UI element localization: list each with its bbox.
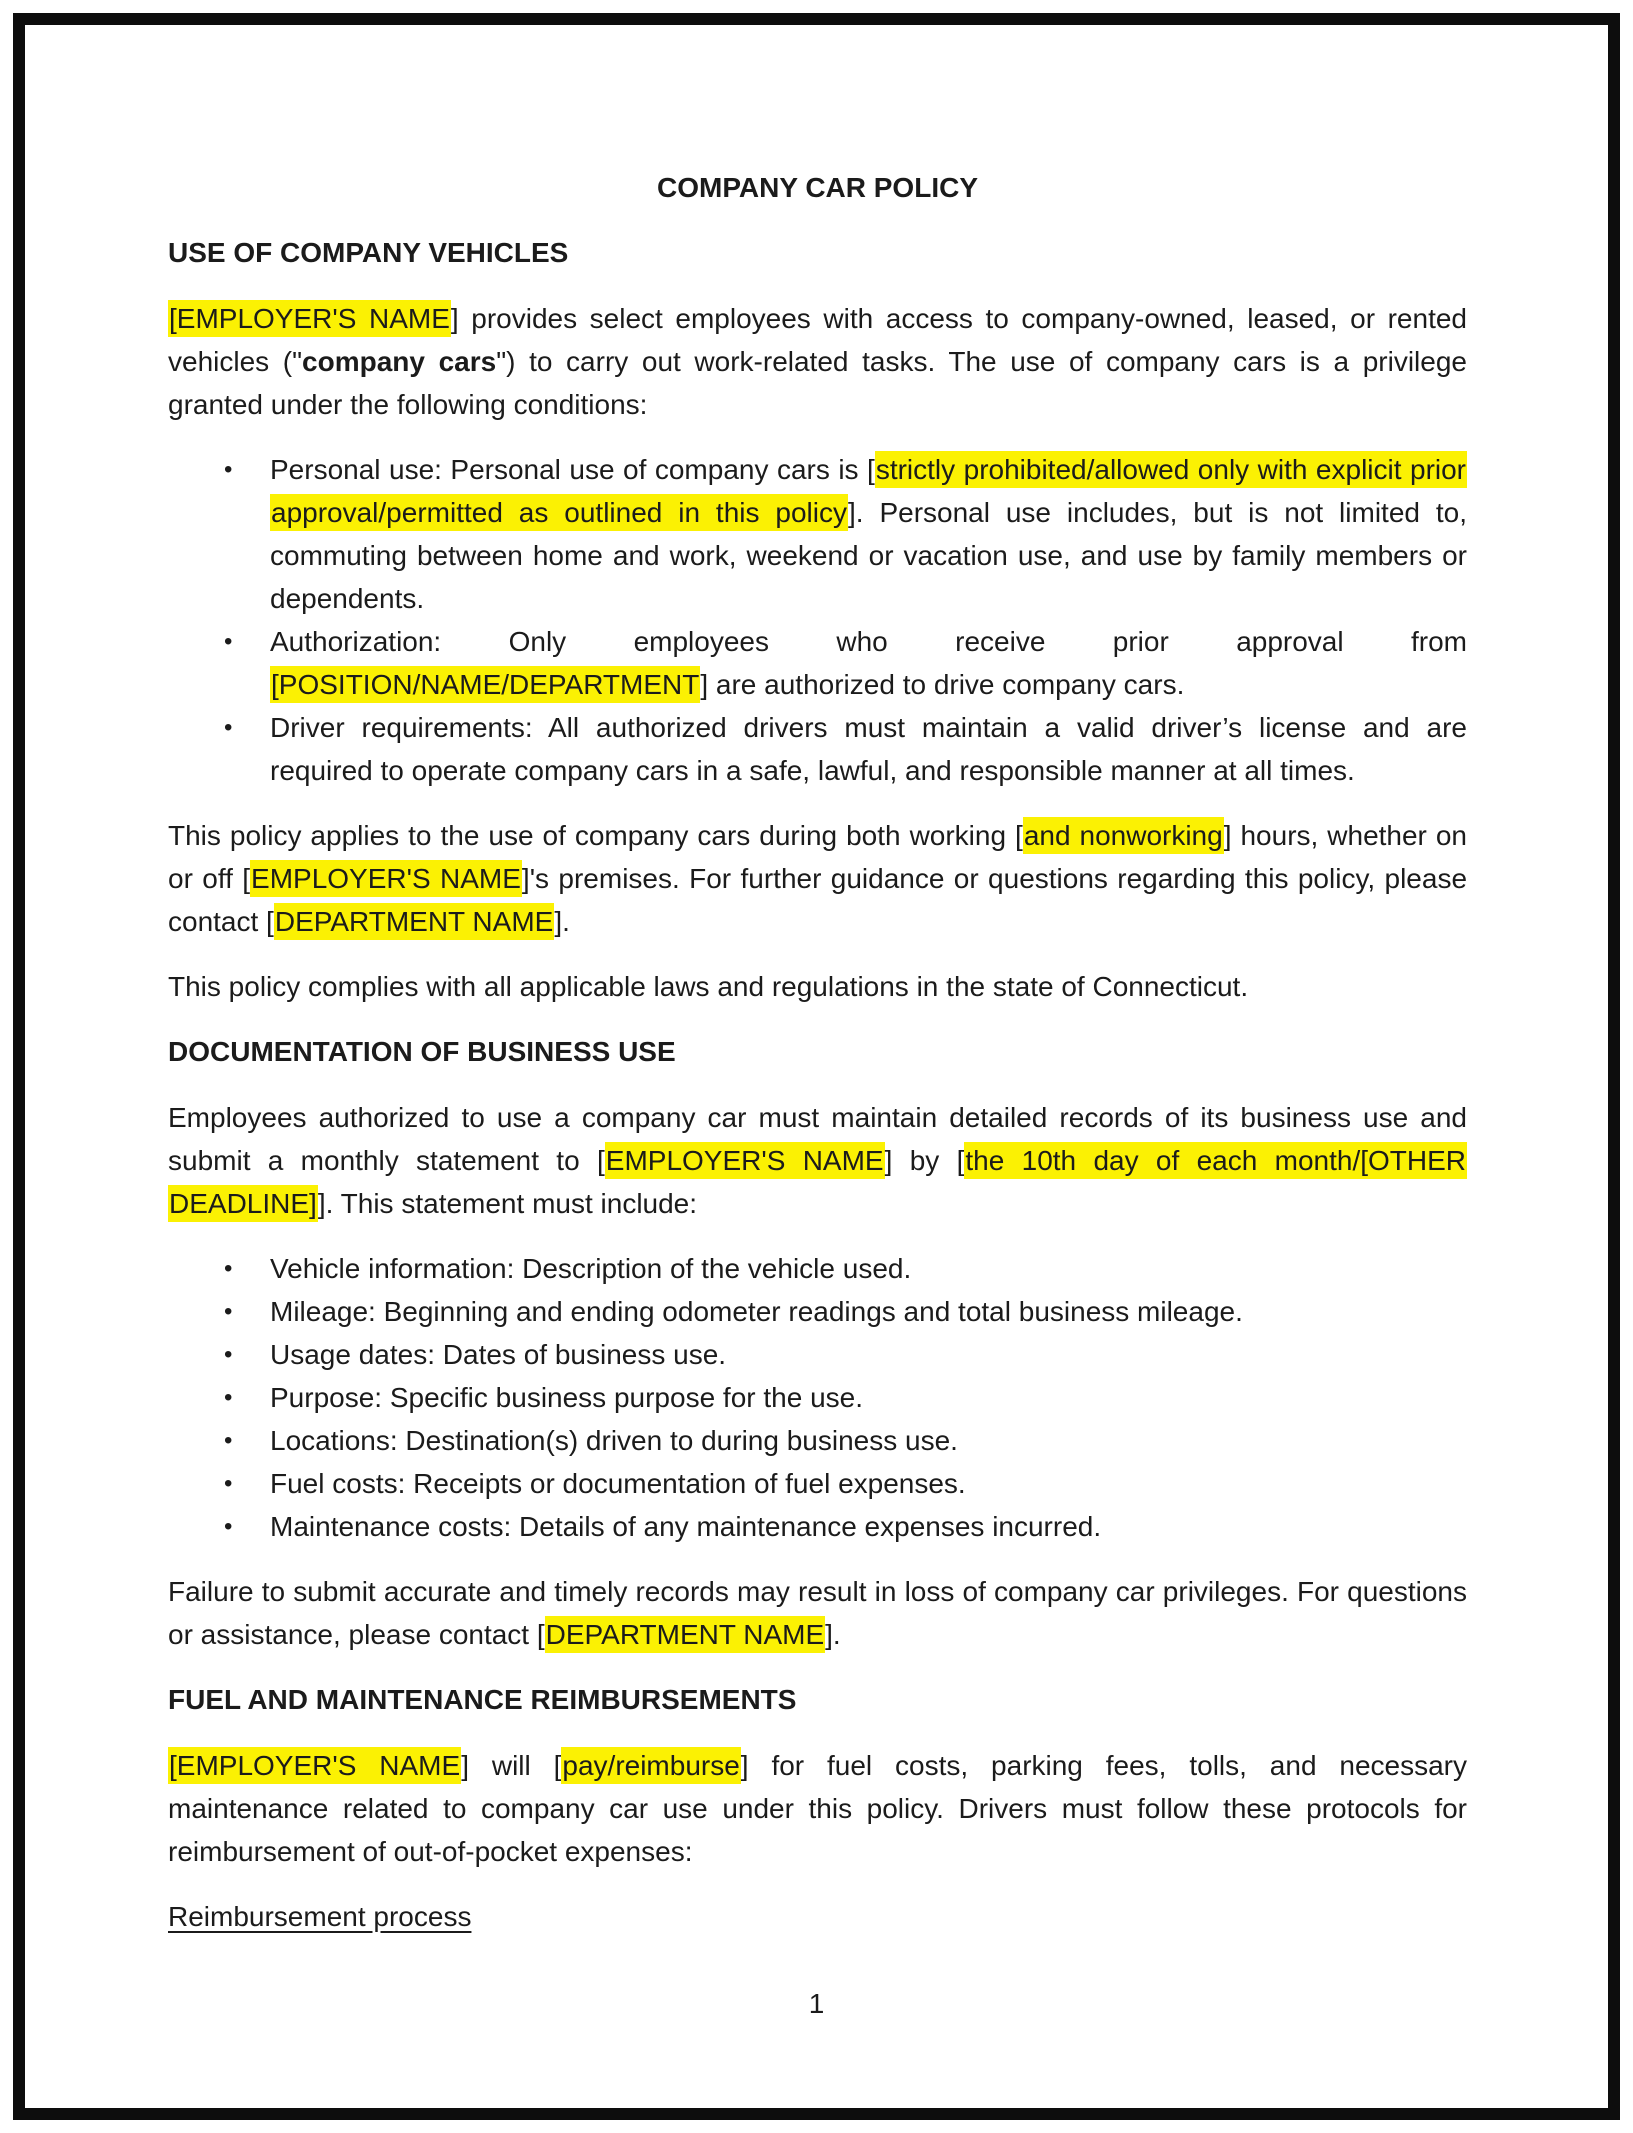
text-run: ] by [ bbox=[884, 1145, 965, 1176]
text-run: Reimbursement process bbox=[168, 1901, 472, 1932]
placeholder-highlight: DEPARTMENT NAME bbox=[545, 1616, 825, 1653]
text-run: Mileage: Beginning and ending odometer readings and total business mileage. bbox=[270, 1296, 1243, 1327]
text-run: ] are authorized to drive company cars. bbox=[700, 669, 1185, 700]
bullet-item bbox=[168, 1290, 1467, 1333]
text-run: Usage dates: Dates of business use. bbox=[270, 1339, 727, 1370]
paragraph bbox=[168, 1744, 1467, 1873]
section-heading: USE OF COMPANY VEHICLES bbox=[168, 237, 569, 268]
text-run: Failure to submit accurate and timely records may result in loss of company car privileges. For questions or assistance, please contact [ bbox=[168, 1576, 1467, 1650]
document-body bbox=[168, 231, 1467, 1938]
paragraph bbox=[168, 1096, 1467, 1225]
placeholder-highlight: strictly prohibited/allowed only with explicit prior approval/permitted as outlined in this policy bbox=[270, 451, 1467, 531]
text-run: ") to carry out work-related tasks. The use of company cars is a privilege granted under the following conditions: bbox=[168, 346, 1467, 420]
bullet-icon: • bbox=[224, 1427, 233, 1454]
bullet-item bbox=[168, 1462, 1467, 1505]
bullet-icon: • bbox=[224, 714, 233, 741]
text-run: ]. bbox=[554, 906, 570, 937]
bullet-icon: • bbox=[224, 628, 233, 655]
bullet-list bbox=[168, 448, 1467, 792]
text-run: Vehicle information: Description of the vehicle used. bbox=[270, 1253, 912, 1284]
bullet-item bbox=[168, 448, 1467, 620]
text-run: ] provides select employees with access to company-owned, leased, or rented vehicles (" bbox=[168, 303, 1467, 377]
placeholder-highlight: [EMPLOYER'S NAME bbox=[168, 300, 451, 337]
text-run: Maintenance costs: Details of any maintenance expenses incurred. bbox=[270, 1511, 1102, 1542]
placeholder-highlight: EMPLOYER'S NAME bbox=[605, 1142, 885, 1179]
placeholder-highlight: the 10th day of each month/[OTHER DEADLINE] bbox=[168, 1142, 1467, 1222]
placeholder-highlight: pay/reimburse bbox=[561, 1747, 740, 1784]
text-run: ]'s premises. For further guidance or questions regarding this policy, please contact [ bbox=[168, 863, 1468, 937]
bullet-icon: • bbox=[224, 1341, 233, 1368]
placeholder-highlight: EMPLOYER'S NAME bbox=[250, 860, 522, 897]
paragraph bbox=[168, 965, 1467, 1008]
paragraph bbox=[168, 814, 1467, 943]
bullet-icon: • bbox=[224, 1470, 233, 1497]
bullet-item bbox=[168, 1333, 1467, 1376]
bullet-icon: • bbox=[224, 1384, 233, 1411]
document-content bbox=[168, 166, 1467, 1960]
text-run: ]. This statement must include: bbox=[317, 1188, 698, 1219]
text-run: ]. bbox=[825, 1619, 841, 1650]
text-run: Personal use: Personal use of company cars is [ bbox=[270, 454, 875, 485]
bullet-item bbox=[168, 1247, 1467, 1290]
text-run: Employees authorized to use a company car must maintain detailed records of its business use and submit a monthly statement to [ bbox=[168, 1102, 1467, 1176]
bullet-item bbox=[168, 1419, 1467, 1462]
placeholder-highlight: [POSITION/NAME/DEPARTMENT bbox=[270, 666, 700, 703]
text-run: Authorization: Only employees who receive prior approval from bbox=[270, 626, 1467, 657]
bullet-icon: • bbox=[224, 1255, 233, 1282]
placeholder-highlight: DEPARTMENT NAME bbox=[274, 903, 554, 940]
bullet-icon: • bbox=[224, 456, 233, 483]
bullet-item bbox=[168, 1505, 1467, 1548]
text-run: ] for fuel costs, parking fees, tolls, and necessary maintenance related to company car use under this policy. Drivers must follow these protocols for reimbursement of out-of-pocket expenses: bbox=[168, 1750, 1468, 1867]
bullet-item bbox=[168, 1376, 1467, 1419]
paragraph bbox=[168, 297, 1467, 426]
text-run: This policy complies with all applicable laws and regulations in the state of Connecticut. bbox=[168, 971, 1249, 1002]
text-run: Locations: Destination(s) driven to during business use. bbox=[270, 1425, 958, 1456]
paragraph bbox=[168, 1570, 1467, 1656]
text-run: This policy applies to the use of company cars during both working [ bbox=[168, 820, 1023, 851]
text-run: Driver requirements: All authorized drivers must maintain a valid driver’s license and are required to operate company cars in a safe, lawful, and responsible manner at all times. bbox=[270, 712, 1467, 786]
text-run: company cars bbox=[302, 346, 497, 377]
bullet-icon: • bbox=[224, 1513, 233, 1540]
text-run: ] hours, whether on or off [ bbox=[168, 820, 1468, 894]
document-title: COMPANY CAR POLICY bbox=[657, 172, 978, 203]
placeholder-highlight: [EMPLOYER'S NAME bbox=[168, 1747, 461, 1784]
paragraph bbox=[168, 1895, 1467, 1938]
bullet-item bbox=[168, 620, 1467, 706]
page-number: 1 bbox=[808, 1988, 825, 2019]
text-run: Purpose: Specific business purpose for the use. bbox=[270, 1382, 864, 1413]
bullet-item bbox=[168, 706, 1467, 792]
bullet-icon: • bbox=[224, 1298, 233, 1325]
text-run: Fuel costs: Receipts or documentation of fuel expenses. bbox=[270, 1468, 966, 1499]
section-heading: DOCUMENTATION OF BUSINESS USE bbox=[168, 1036, 676, 1067]
bullet-list bbox=[168, 1247, 1467, 1548]
placeholder-highlight: and nonworking bbox=[1023, 817, 1224, 854]
text-run: ] will [ bbox=[461, 1750, 562, 1781]
section-heading: FUEL AND MAINTENANCE REIMBURSEMENTS bbox=[168, 1684, 797, 1715]
text-run: ]. Personal use includes, but is not limited to, commuting between home and work, weekend or vacation use, and use by family members or dependents. bbox=[270, 497, 1467, 614]
